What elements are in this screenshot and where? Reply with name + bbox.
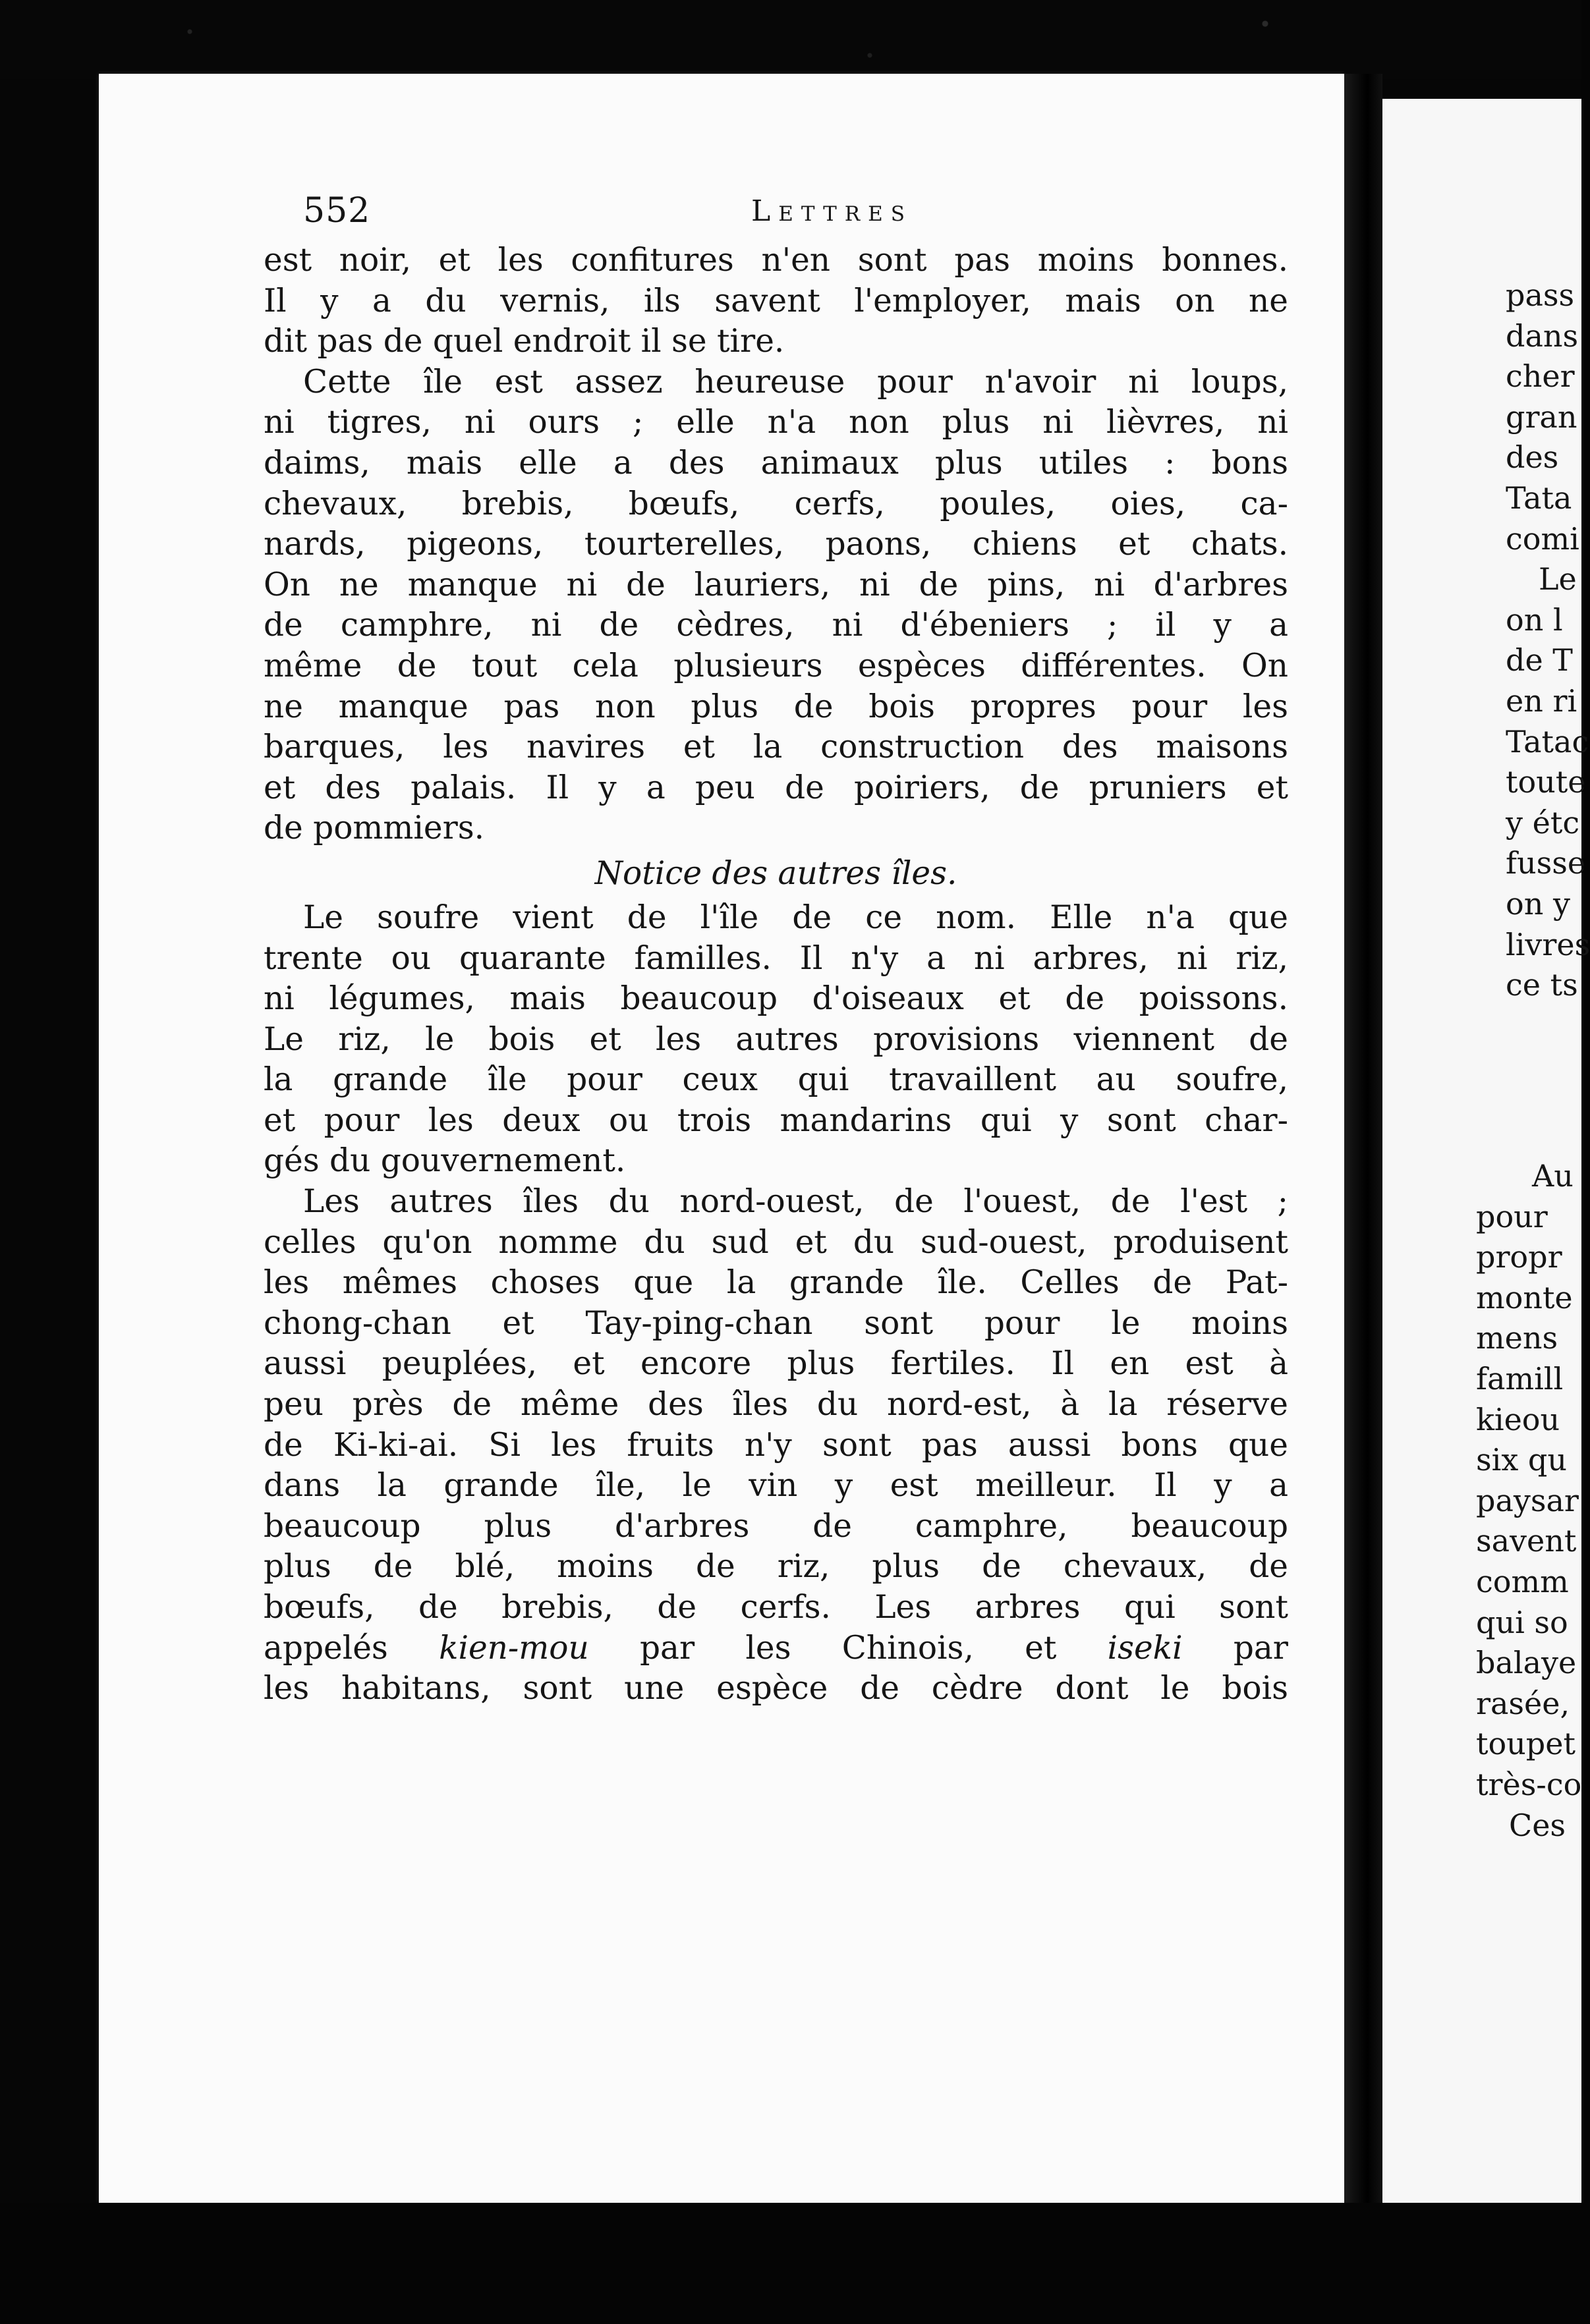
right-page-text-top xyxy=(1506,275,1590,1006)
text-line: Le riz, le bois et les autres provisions viennent de xyxy=(264,1020,1288,1058)
text-line: très-co xyxy=(1476,1766,1582,1802)
text-line xyxy=(264,1628,1288,1669)
text-line: même de tout cela plusieurs espèces différentes. On xyxy=(264,647,1288,684)
text-line: plus de blé, moins de riz, plus de chevaux, de xyxy=(264,1548,1288,1586)
text-line: beaucoup plus d'arbres de camphre, beaucoup xyxy=(264,1507,1288,1545)
text-line: chong-chan et Tay-ping-chan sont pour le moins xyxy=(264,1304,1288,1342)
text-line: Ces xyxy=(1509,1807,1566,1843)
text-line: de camphre, ni de cèdres, ni d'ébeniers ; il y a xyxy=(264,607,1288,644)
text-line: trente ou quarante familles. Il n'y a ni arbres, ni riz, xyxy=(264,939,1288,977)
text-line: On ne manque ni de lauriers, ni de pins, ni d'arbres xyxy=(264,566,1288,603)
text-line: pass xyxy=(1506,277,1575,313)
text-line: dit pas de quel endroit il se tire. xyxy=(264,323,785,360)
text-line: comi xyxy=(1506,520,1579,557)
page-number: 552 xyxy=(303,191,371,231)
scan-top-border xyxy=(0,0,1581,79)
text-line: paysar xyxy=(1476,1482,1579,1518)
text-line: nards, pigeons, tourterelles, paons, chiens et chats. xyxy=(264,526,1288,563)
text-line: et pour les deux ou trois mandarins qui y sont char- xyxy=(264,1101,1288,1139)
text-line: barques, les navires et la construction des maisons xyxy=(264,729,1288,766)
text-line: balaye xyxy=(1476,1645,1577,1681)
italic-term: iseki xyxy=(1107,1629,1183,1667)
text-line: y étc xyxy=(1506,804,1580,841)
text-line: en ri xyxy=(1506,682,1577,719)
text-line: est noir, et les confitures n'en sont pas moins bonnes. xyxy=(264,242,1288,279)
text-line: de Ki-ki-ai. Si les fruits n'y sont pas aussi bons que xyxy=(264,1426,1288,1464)
text-line: qui so xyxy=(1476,1604,1568,1640)
text-line: fusse xyxy=(1506,845,1586,881)
section-heading: Notice des autres îles. xyxy=(594,854,957,892)
text-line: Le xyxy=(1539,561,1577,597)
text-line: Tatac xyxy=(1506,723,1589,760)
text-line: Les autres îles du nord-ouest, de l'ouest, de l'est ; xyxy=(303,1183,1288,1221)
text-line: monte xyxy=(1476,1279,1573,1315)
text-line: ce ts xyxy=(1506,967,1578,1003)
text-line: de pommiers. xyxy=(264,810,485,847)
text-line: on y xyxy=(1506,885,1570,922)
text-line: six qu xyxy=(1476,1442,1567,1478)
body-text xyxy=(264,240,1288,1709)
text-line: la grande île pour ceux qui travaillent au soufre, xyxy=(264,1061,1288,1099)
text-fragment: par les Chinois, et xyxy=(588,1629,1108,1667)
text-fragment: appelés xyxy=(264,1629,440,1667)
text-line: livres xyxy=(1506,926,1590,962)
text-line: bœufs, de brebis, de cerfs. Les arbres qui sont xyxy=(264,1589,1288,1626)
text-line: peu près de même des îles du nord-est, à la réserve xyxy=(264,1386,1288,1424)
text-line: Cette île est assez heureuse pour n'avoir ni loups, xyxy=(303,363,1288,401)
text-line: toupet xyxy=(1476,1726,1576,1762)
text-line: toute xyxy=(1506,764,1586,800)
right-page-text-bottom xyxy=(1476,1156,1581,1846)
book-gutter xyxy=(1344,74,1382,2248)
text-line: famill xyxy=(1476,1360,1564,1397)
italic-term: kien-mou xyxy=(439,1629,589,1667)
text-line: Le soufre vient de l'île de ce nom. Elle n'a que xyxy=(303,899,1288,936)
text-line: aussi peuplées, et encore plus fertiles. Il en est à xyxy=(264,1345,1288,1383)
text-line: ni légumes, mais beaucoup d'oiseaux et de poissons. xyxy=(264,980,1288,1018)
text-line: gran xyxy=(1506,399,1577,435)
text-line: ne manque pas non plus de bois propres pour les xyxy=(264,688,1288,725)
scan-bottom-border xyxy=(0,2203,1581,2324)
text-line: des xyxy=(1506,439,1559,476)
text-line: rasée, xyxy=(1476,1685,1570,1721)
text-line: ni tigres, ni ours ; elle n'a non plus ni lièvres, ni xyxy=(264,404,1288,441)
text-line: mens xyxy=(1476,1320,1558,1356)
running-title: Lettres xyxy=(751,194,913,228)
text-line: Il y a du vernis, ils savent l'employer, mais on ne xyxy=(264,282,1288,319)
text-line: savent xyxy=(1476,1523,1577,1559)
text-line: kieou xyxy=(1476,1401,1560,1437)
text-line: et des palais. Il y a peu de poiriers, de pruniers et xyxy=(264,769,1288,806)
text-fragment: par xyxy=(1182,1629,1288,1667)
text-line: on l xyxy=(1506,601,1563,638)
text-line: pour xyxy=(1476,1198,1548,1234)
text-line: Au xyxy=(1532,1158,1574,1194)
text-line: celles qu'on nomme du sud et du sud-ouest, produisent xyxy=(264,1223,1288,1261)
text-line: dans la grande île, le vin y est meilleur. Il y a xyxy=(264,1467,1288,1505)
text-line: comm xyxy=(1476,1563,1569,1599)
text-line: les habitans, sont une espèce de cèdre dont le bois xyxy=(264,1670,1288,1707)
text-line: dans xyxy=(1506,318,1579,354)
text-line: cher xyxy=(1506,358,1575,395)
text-line: chevaux, brebis, bœufs, cerfs, poules, oies, ca- xyxy=(264,485,1288,522)
text-line: Tata xyxy=(1506,480,1572,516)
text-line: daims, mais elle a des animaux plus utiles : bons xyxy=(264,444,1288,482)
text-line: les mêmes choses que la grande île. Celles de Pat- xyxy=(264,1264,1288,1302)
text-line: de T xyxy=(1506,642,1573,678)
text-line: propr xyxy=(1476,1239,1562,1275)
text-line: gés du gouvernement. xyxy=(264,1142,626,1180)
